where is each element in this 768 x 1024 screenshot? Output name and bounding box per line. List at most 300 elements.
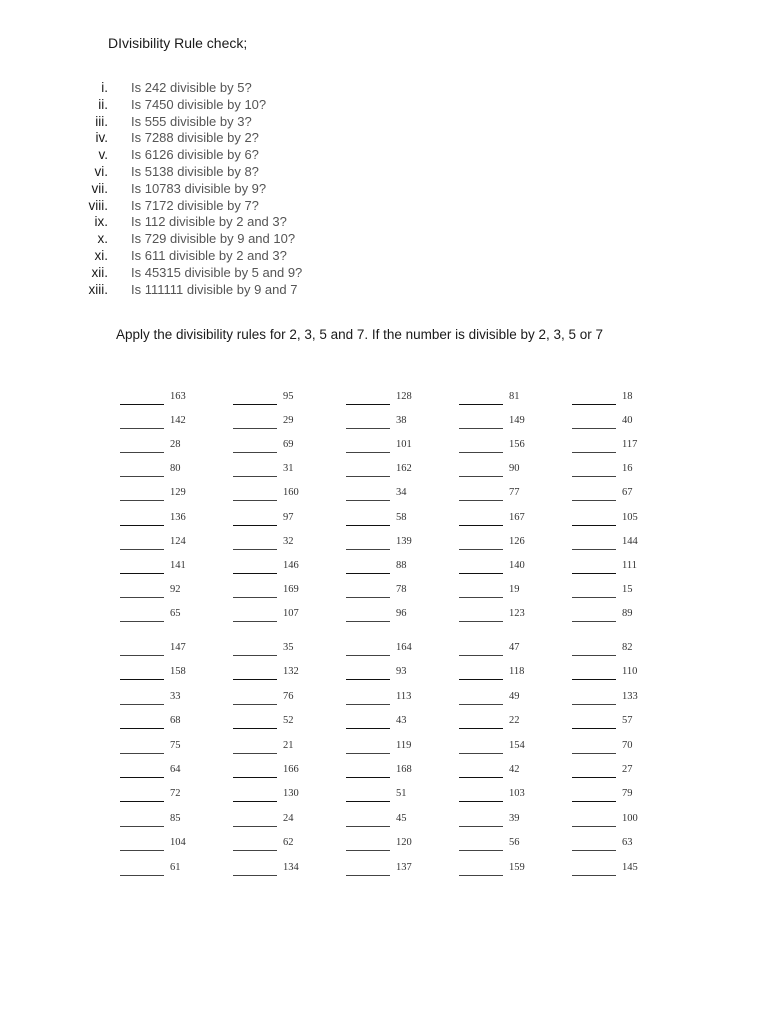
number-cell	[572, 714, 682, 732]
number-cell	[459, 511, 569, 529]
number-cell	[346, 690, 456, 708]
answer-blank[interactable]	[120, 500, 164, 501]
answer-blank[interactable]	[459, 704, 503, 705]
number-cell	[120, 787, 230, 805]
number-value: 28	[170, 439, 181, 451]
number-value: 97	[283, 511, 294, 523]
number-cell	[346, 665, 456, 683]
number-value: 40	[622, 415, 633, 427]
number-value: 35	[283, 642, 294, 653]
number-value: 64	[170, 764, 181, 775]
number-value: 62	[283, 837, 294, 849]
number-cell	[233, 390, 343, 408]
number-value: 140	[509, 559, 525, 571]
answer-blank[interactable]	[120, 679, 164, 680]
answer-blank[interactable]	[572, 801, 616, 802]
number-cell	[233, 861, 343, 879]
number-value: 63	[622, 837, 633, 849]
answer-blank[interactable]	[233, 777, 277, 778]
answer-blank[interactable]	[346, 679, 390, 680]
answer-blank[interactable]	[233, 850, 277, 851]
worksheet-title: DIvisibility Rule check;	[108, 35, 248, 51]
number-cell	[572, 535, 682, 553]
answer-blank[interactable]	[459, 549, 503, 550]
number-value: 31	[283, 463, 294, 475]
answer-blank[interactable]	[120, 621, 164, 622]
question-number: xi.	[94, 247, 108, 263]
number-cell	[459, 714, 569, 732]
answer-blank[interactable]	[572, 500, 616, 501]
number-value: 81	[509, 391, 520, 402]
answer-blank[interactable]	[346, 525, 390, 526]
answer-blank[interactable]	[459, 850, 503, 851]
number-value: 85	[170, 812, 181, 824]
answer-blank[interactable]	[346, 728, 390, 729]
number-value: 103	[509, 788, 525, 800]
answer-blank[interactable]	[346, 875, 390, 876]
question-number: ix.	[94, 214, 108, 230]
number-value: 79	[622, 788, 633, 800]
answer-blank[interactable]	[120, 704, 164, 705]
number-value: 32	[283, 535, 294, 547]
number-value: 141	[170, 559, 186, 571]
answer-blank[interactable]	[120, 728, 164, 729]
number-cell	[120, 486, 230, 504]
number-cell	[459, 739, 569, 757]
number-cell	[233, 607, 343, 625]
question-text: Is 45315 divisible by 5 and 9?	[131, 264, 303, 280]
question-text: Is 555 divisible by 3?	[131, 113, 252, 129]
number-value: 154	[509, 739, 525, 751]
answer-blank[interactable]	[572, 679, 616, 680]
answer-blank[interactable]	[120, 549, 164, 550]
number-cell	[346, 861, 456, 879]
answer-blank[interactable]	[120, 826, 164, 827]
number-value: 39	[509, 812, 520, 824]
answer-blank[interactable]	[572, 549, 616, 550]
number-value: 52	[283, 715, 294, 727]
answer-blank[interactable]	[572, 428, 616, 429]
number-cell	[120, 414, 230, 432]
number-value: 149	[509, 415, 525, 427]
number-cell	[233, 559, 343, 577]
answer-blank[interactable]	[346, 428, 390, 429]
number-cell	[120, 665, 230, 683]
answer-blank[interactable]	[233, 452, 277, 453]
number-cell	[120, 641, 230, 659]
number-value: 133	[622, 690, 638, 702]
number-cell	[459, 787, 569, 805]
number-cell	[120, 390, 230, 408]
answer-blank[interactable]	[459, 597, 503, 598]
number-cell	[346, 607, 456, 625]
answer-blank[interactable]	[120, 573, 164, 574]
number-value: 101	[396, 439, 412, 451]
number-cell	[459, 462, 569, 480]
answer-blank[interactable]	[459, 621, 503, 622]
answer-blank[interactable]	[233, 500, 277, 501]
number-cell	[346, 836, 456, 854]
number-value: 89	[622, 607, 633, 619]
instruction-text: Apply the divisibility rules for 2, 3, 5 and 7. If the number is divisible by 2, 3, 5 or 7	[116, 327, 603, 342]
number-cell	[459, 665, 569, 683]
number-cell	[233, 739, 343, 757]
question-text: Is 5138 divisible by 8?	[131, 163, 259, 179]
answer-blank[interactable]	[233, 801, 277, 802]
number-value: 19	[509, 583, 520, 595]
number-value: 163	[170, 391, 186, 402]
number-cell	[459, 583, 569, 601]
number-cell	[346, 390, 456, 408]
number-cell	[120, 812, 230, 830]
number-value: 126	[509, 535, 525, 547]
number-value: 42	[509, 764, 520, 775]
answer-blank[interactable]	[120, 777, 164, 778]
answer-blank[interactable]	[120, 655, 164, 656]
number-value: 75	[170, 739, 181, 751]
answer-blank[interactable]	[233, 597, 277, 598]
answer-blank[interactable]	[120, 801, 164, 802]
answer-blank[interactable]	[459, 655, 503, 656]
question-text: Is 7450 divisible by 10?	[131, 96, 267, 112]
number-cell	[346, 714, 456, 732]
answer-blank[interactable]	[459, 476, 503, 477]
number-value: 70	[622, 739, 633, 751]
number-value: 137	[396, 861, 412, 873]
question-number: iii.	[95, 113, 108, 129]
number-value: 159	[509, 861, 525, 873]
number-value: 16	[622, 463, 633, 475]
answer-blank[interactable]	[346, 704, 390, 705]
answer-blank[interactable]	[346, 777, 390, 778]
number-value: 142	[170, 415, 186, 427]
answer-blank[interactable]	[459, 428, 503, 429]
answer-blank[interactable]	[459, 753, 503, 754]
question-number: iv.	[95, 130, 108, 146]
answer-blank[interactable]	[572, 728, 616, 729]
answer-blank[interactable]	[346, 621, 390, 622]
answer-blank[interactable]	[346, 655, 390, 656]
number-value: 110	[622, 666, 638, 678]
answer-blank[interactable]	[572, 850, 616, 851]
number-value: 45	[396, 812, 407, 824]
number-cell	[459, 607, 569, 625]
answer-blank[interactable]	[120, 597, 164, 598]
answer-blank[interactable]	[120, 428, 164, 429]
number-cell	[233, 438, 343, 456]
answer-blank[interactable]	[120, 476, 164, 477]
answer-blank[interactable]	[120, 525, 164, 526]
number-cell	[120, 690, 230, 708]
number-cell	[120, 462, 230, 480]
answer-blank[interactable]	[120, 875, 164, 876]
number-value: 49	[509, 690, 520, 702]
answer-blank[interactable]	[346, 549, 390, 550]
number-value: 24	[283, 812, 294, 824]
number-cell	[233, 414, 343, 432]
number-cell	[459, 861, 569, 879]
number-cell	[572, 812, 682, 830]
number-cell	[233, 714, 343, 732]
number-cell	[233, 462, 343, 480]
answer-blank[interactable]	[233, 476, 277, 477]
number-value: 107	[283, 607, 299, 619]
answer-blank[interactable]	[120, 452, 164, 453]
number-cell	[346, 414, 456, 432]
number-value: 68	[170, 715, 181, 727]
answer-blank[interactable]	[346, 452, 390, 453]
question-text: Is 611 divisible by 2 and 3?	[131, 247, 287, 263]
number-value: 15	[622, 583, 633, 595]
answer-blank[interactable]	[572, 777, 616, 778]
answer-blank[interactable]	[572, 452, 616, 453]
number-value: 95	[283, 391, 294, 402]
answer-blank[interactable]	[233, 826, 277, 827]
number-value: 104	[170, 837, 186, 849]
number-cell	[120, 583, 230, 601]
answer-blank[interactable]	[233, 549, 277, 550]
number-value: 119	[396, 739, 412, 751]
number-value: 144	[622, 535, 638, 547]
number-value: 168	[396, 764, 412, 775]
number-value: 167	[509, 511, 525, 523]
answer-blank[interactable]	[459, 826, 503, 827]
question-text: Is 112 divisible by 2 and 3?	[131, 214, 287, 230]
question-text: Is 111111 divisible by 9 and 7	[131, 281, 298, 297]
number-cell	[572, 690, 682, 708]
number-value: 123	[509, 607, 525, 619]
number-cell	[346, 486, 456, 504]
number-value: 56	[509, 837, 520, 849]
question-text: Is 10783 divisible by 9?	[131, 180, 267, 196]
number-value: 96	[396, 607, 407, 619]
number-cell	[572, 462, 682, 480]
number-value: 29	[283, 415, 294, 427]
number-cell	[459, 535, 569, 553]
number-value: 80	[170, 463, 181, 475]
answer-blank[interactable]	[459, 801, 503, 802]
number-value: 69	[283, 439, 294, 451]
number-cell	[346, 559, 456, 577]
answer-blank[interactable]	[572, 704, 616, 705]
number-cell	[572, 763, 682, 781]
number-value: 117	[622, 439, 638, 451]
answer-blank[interactable]	[459, 777, 503, 778]
number-value: 105	[622, 511, 638, 523]
number-value: 120	[396, 837, 412, 849]
number-cell	[346, 641, 456, 659]
number-value: 134	[283, 861, 299, 873]
number-cell	[233, 812, 343, 830]
answer-blank[interactable]	[233, 621, 277, 622]
question-number: ii.	[98, 96, 108, 112]
question-text: Is 6126 divisible by 6?	[131, 147, 259, 163]
number-cell	[459, 414, 569, 432]
number-value: 38	[396, 415, 407, 427]
number-cell	[572, 414, 682, 432]
answer-blank[interactable]	[572, 826, 616, 827]
answer-blank[interactable]	[233, 875, 277, 876]
number-value: 88	[396, 559, 407, 571]
answer-blank[interactable]	[120, 404, 164, 405]
number-cell	[233, 665, 343, 683]
number-value: 82	[622, 642, 633, 653]
number-value: 76	[283, 690, 294, 702]
answer-blank[interactable]	[233, 655, 277, 656]
number-value: 22	[509, 715, 520, 727]
number-value: 78	[396, 583, 407, 595]
number-cell	[233, 690, 343, 708]
answer-blank[interactable]	[572, 875, 616, 876]
number-cell	[572, 665, 682, 683]
number-cell	[120, 714, 230, 732]
question-number: vi.	[94, 163, 108, 179]
answer-blank[interactable]	[459, 452, 503, 453]
answer-blank[interactable]	[346, 826, 390, 827]
question-text: Is 242 divisible by 5?	[131, 80, 252, 95]
number-value: 72	[170, 788, 181, 800]
answer-blank[interactable]	[459, 679, 503, 680]
number-value: 111	[622, 559, 637, 571]
answer-blank[interactable]	[459, 573, 503, 574]
number-value: 100	[622, 812, 638, 824]
question-number: v.	[98, 147, 108, 163]
number-value: 156	[509, 439, 525, 451]
answer-blank[interactable]	[459, 404, 503, 405]
answer-blank[interactable]	[459, 875, 503, 876]
answer-blank[interactable]	[346, 500, 390, 501]
answer-blank[interactable]	[233, 704, 277, 705]
number-value: 47	[509, 642, 520, 653]
number-value: 18	[622, 391, 633, 402]
number-value: 146	[283, 559, 299, 571]
number-cell	[459, 438, 569, 456]
number-value: 124	[170, 535, 186, 547]
number-cell	[459, 763, 569, 781]
answer-blank[interactable]	[346, 801, 390, 802]
number-value: 34	[396, 487, 407, 499]
answer-blank[interactable]	[233, 728, 277, 729]
number-cell	[120, 739, 230, 757]
answer-blank[interactable]	[459, 525, 503, 526]
number-cell	[120, 559, 230, 577]
number-cell	[572, 861, 682, 879]
answer-blank[interactable]	[233, 404, 277, 405]
number-value: 67	[622, 487, 633, 499]
number-value: 136	[170, 511, 186, 523]
number-cell	[572, 739, 682, 757]
number-cell	[346, 787, 456, 805]
number-cell	[346, 462, 456, 480]
answer-blank[interactable]	[572, 621, 616, 622]
number-value: 164	[396, 642, 412, 653]
answer-blank[interactable]	[346, 573, 390, 574]
number-value: 90	[509, 463, 520, 475]
question-number: x.	[97, 231, 108, 247]
question-number: i.	[101, 80, 108, 95]
number-cell	[572, 511, 682, 529]
number-cell	[120, 438, 230, 456]
answer-blank[interactable]	[346, 597, 390, 598]
number-cell	[346, 438, 456, 456]
number-value: 160	[283, 487, 299, 499]
number-cell	[120, 763, 230, 781]
number-cell	[346, 511, 456, 529]
number-cell	[120, 607, 230, 625]
number-cell	[459, 390, 569, 408]
answer-blank[interactable]	[120, 753, 164, 754]
answer-blank[interactable]	[459, 500, 503, 501]
number-value: 51	[396, 788, 407, 800]
number-value: 128	[396, 391, 412, 402]
number-cell	[459, 486, 569, 504]
number-cell	[120, 861, 230, 879]
number-cell	[120, 535, 230, 553]
number-cell	[346, 535, 456, 553]
number-cell	[572, 641, 682, 659]
answer-blank[interactable]	[572, 597, 616, 598]
answer-blank[interactable]	[572, 753, 616, 754]
question-text: Is 7288 divisible by 2?	[131, 130, 259, 146]
number-cell	[572, 836, 682, 854]
answer-blank[interactable]	[233, 573, 277, 574]
answer-blank[interactable]	[572, 476, 616, 477]
answer-blank[interactable]	[572, 655, 616, 656]
question-number: vii.	[91, 180, 108, 196]
number-value: 43	[396, 715, 407, 727]
number-cell	[346, 739, 456, 757]
number-value: 130	[283, 788, 299, 800]
number-cell	[459, 812, 569, 830]
answer-blank[interactable]	[120, 850, 164, 851]
number-value: 92	[170, 583, 181, 595]
number-value: 65	[170, 607, 181, 619]
number-cell	[233, 535, 343, 553]
answer-blank[interactable]	[233, 753, 277, 754]
number-cell	[233, 486, 343, 504]
answer-blank[interactable]	[459, 728, 503, 729]
answer-blank[interactable]	[572, 525, 616, 526]
number-value: 145	[622, 861, 638, 873]
answer-blank[interactable]	[572, 404, 616, 405]
number-value: 61	[170, 861, 181, 873]
number-cell	[572, 559, 682, 577]
answer-blank[interactable]	[233, 679, 277, 680]
number-value: 139	[396, 535, 412, 547]
number-value: 27	[622, 764, 633, 775]
number-cell	[459, 641, 569, 659]
number-cell	[120, 836, 230, 854]
number-cell	[572, 390, 682, 408]
answer-blank[interactable]	[233, 525, 277, 526]
number-cell	[572, 607, 682, 625]
answer-blank[interactable]	[346, 753, 390, 754]
answer-blank[interactable]	[572, 573, 616, 574]
answer-blank[interactable]	[233, 428, 277, 429]
number-value: 169	[283, 583, 299, 595]
answer-blank[interactable]	[346, 404, 390, 405]
answer-blank[interactable]	[346, 476, 390, 477]
number-value: 129	[170, 487, 186, 499]
number-cell	[233, 583, 343, 601]
number-cell	[233, 641, 343, 659]
number-value: 158	[170, 666, 186, 678]
question-text: Is 7172 divisible by 7?	[131, 197, 259, 213]
answer-blank[interactable]	[346, 850, 390, 851]
number-value: 33	[170, 690, 181, 702]
number-cell	[572, 438, 682, 456]
number-cell	[572, 787, 682, 805]
